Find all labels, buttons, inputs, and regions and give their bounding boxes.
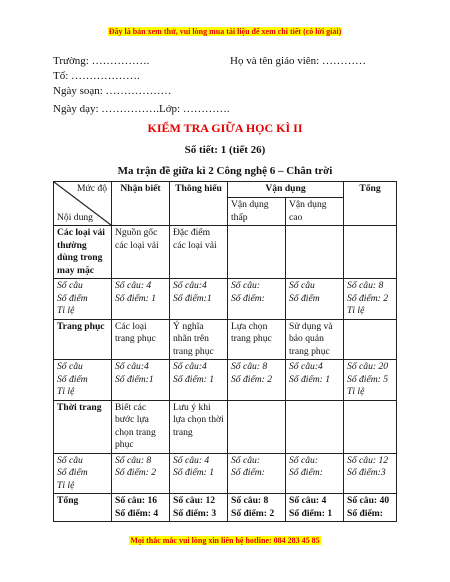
lesson-count: Số tiết: 1 (tiết 26) [184, 144, 266, 156]
content-cell: Nguồn gốc các loại vải [112, 226, 170, 279]
stats-cell: Số câu: 8 Số điểm: 2 Tỉ lệ [344, 279, 397, 320]
stats-label-cell: Số câu Số điểm Tỉ lệ [54, 279, 112, 320]
content-header: Nội dung [57, 211, 93, 223]
stats-cell: Số câu: 4 Số điểm: 1 [112, 279, 170, 320]
content-cell: Ý nghĩa nhãn trên trang phục [170, 319, 228, 360]
total-header: Tổng [344, 182, 397, 226]
stats-cell: Số câu Số điểm [286, 279, 344, 320]
content-cell [286, 226, 344, 279]
stats-row [54, 279, 397, 320]
stats-cell: Số câu: 4 Số điểm: 1 [170, 453, 228, 494]
total-cell: Số câu: 12 Số điểm: 3 [170, 494, 228, 522]
topic-row [54, 400, 397, 453]
teach-date-field: Ngày dạy: …………….Lớp: …………. [53, 103, 230, 115]
total-cell: Số câu: 4 Số điểm: 1 [286, 494, 344, 522]
stats-cell: Số câu: Số điểm: [228, 279, 286, 320]
content-cell: Các loại trang phục [112, 319, 170, 360]
group-field: Tổ: ………………. [53, 70, 140, 82]
teacher-name-field: Họ và tên giáo viên: ………… [230, 55, 366, 67]
exam-matrix-table [53, 181, 397, 522]
stats-cell: Số câu: 12 Số điểm:3 [344, 453, 397, 494]
stats-cell: Số câu:4 Số điểm: 1 [170, 360, 228, 401]
total-cell: Số câu: 16 Số điểm: 4 [112, 494, 170, 522]
content-cell [344, 319, 397, 360]
content-cell [286, 400, 344, 453]
hotline-banner [0, 536, 450, 545]
school-field: Trường: ……………. [53, 55, 150, 67]
topic-cell: Thời trang [54, 400, 112, 453]
stats-row [54, 453, 397, 494]
diagonal-header-cell [54, 182, 112, 226]
stats-label-cell: Số câu Số điểm Tỉ lệ [54, 453, 112, 494]
high-application-header: Vận dụng cao [286, 198, 344, 226]
content-cell: Sử dụng và bảo quản trang phục [286, 319, 344, 360]
exam-title: KIỂM TRA GIỮA HỌC KÌ II [147, 121, 303, 135]
topic-cell: Các loại vải thường dùng trong may mặc [54, 226, 112, 279]
content-cell [228, 400, 286, 453]
stats-cell: Số câu:4 Số điểm:1 [112, 360, 170, 401]
content-cell [344, 400, 397, 453]
preview-banner [0, 27, 450, 36]
topic-cell: Trang phục [54, 319, 112, 360]
total-cell: Số câu: 8 Số điểm: 2 [228, 494, 286, 522]
comprehension-header: Thông hiểu [170, 182, 228, 226]
stats-cell: Số câu: Số điểm: [286, 453, 344, 494]
content-cell: Lưu ý khi lựa chọn thời trang [170, 400, 228, 453]
preview-banner-text: Đây là bản xem thử, vui lòng mua tài liệu để xem chi tiết (có lời giải) [108, 27, 342, 36]
stats-cell: Số câu:4 Số điểm: 1 [286, 360, 344, 401]
topic-row [54, 226, 397, 279]
recognition-header: Nhận biết [112, 182, 170, 226]
stats-cell: Số câu: Số điểm: [228, 453, 286, 494]
stats-cell: Số câu: 20 Số điểm: 5 Tỉ lệ [344, 360, 397, 401]
application-header: Vận dụng [228, 182, 344, 198]
content-cell: Lựa chọn trang phục [228, 319, 286, 360]
content-cell [228, 226, 286, 279]
total-row [54, 494, 397, 522]
total-cell: Số câu: 40 Số điểm: [344, 494, 397, 522]
topic-row [54, 319, 397, 360]
stats-label-cell: Số câu Số điểm Tỉ lệ [54, 360, 112, 401]
low-application-header: Vận dụng thấp [228, 198, 286, 226]
level-header: Mức độ [77, 183, 107, 194]
hotline-banner-text: Mọi thắc mắc vui lòng xin liên hệ hotline: 084 283 45 85 [130, 536, 320, 545]
content-cell: Biết các bước lựa chọn trang phục [112, 400, 170, 453]
stats-cell: Số câu:4 Số điểm:1 [170, 279, 228, 320]
stats-cell: Số câu: 8 Số điểm: 2 [228, 360, 286, 401]
content-cell [344, 226, 397, 279]
matrix-title: Ma trận đề giữa kì 2 Công nghệ 6 – Chân trời [117, 165, 333, 177]
total-label-cell: Tổng [54, 494, 112, 522]
prep-date-field: Ngày soạn: ……………… [53, 85, 172, 97]
stats-cell: Số câu: 8 Số điểm: 2 [112, 453, 170, 494]
content-cell: Đặc điểm các loại vải [170, 226, 228, 279]
stats-row [54, 360, 397, 401]
